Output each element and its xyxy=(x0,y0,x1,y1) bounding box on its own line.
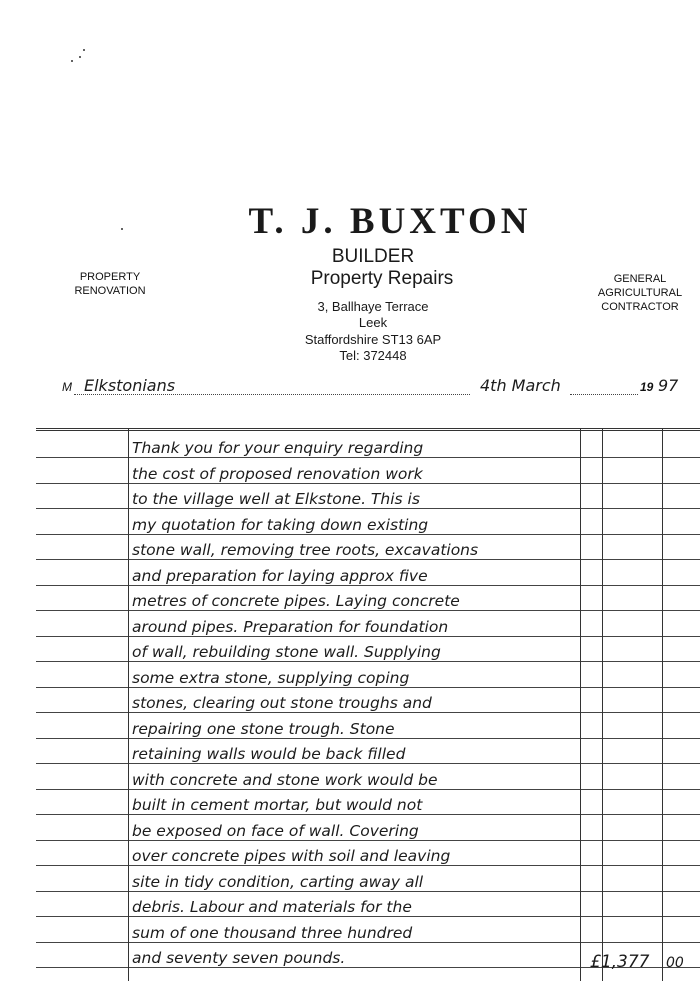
ruled-line xyxy=(36,610,700,611)
recipient-date-row xyxy=(62,376,700,400)
quotation-line: retaining walls would be back filled xyxy=(132,745,406,763)
quotation-line: be exposed on face of wall. Covering xyxy=(132,822,419,840)
quotation-line: metres of concrete pipes. Laying concrete xyxy=(132,592,460,610)
right-service-line: GENERAL xyxy=(613,273,667,285)
right-service-line: CONTRACTOR xyxy=(601,301,679,313)
ruled-line xyxy=(36,916,700,917)
phone-number: Tel: 372448 xyxy=(339,348,407,363)
ruled-line xyxy=(36,814,700,815)
ruled-line xyxy=(36,483,700,484)
ruled-line xyxy=(36,661,700,662)
quotation-line: sum of one thousand three hundred xyxy=(132,924,413,942)
recipient-name: Elkstonians xyxy=(84,376,176,395)
quotation-line: and seventy seven pounds. xyxy=(132,949,346,967)
ruled-line xyxy=(36,942,700,943)
margin-rule xyxy=(128,428,129,981)
left-services xyxy=(50,270,170,298)
quotation-line: site in tidy condition, carting away all xyxy=(132,873,424,891)
left-service-line: PROPERTY xyxy=(79,271,141,283)
ruled-line xyxy=(36,738,700,739)
trade-label: BUILDER xyxy=(331,246,415,267)
address-county: Staffordshire ST13 6AP xyxy=(304,332,442,347)
quotation-line: debris. Labour and materials for the xyxy=(132,898,412,916)
left-service-line: RENOVATION xyxy=(74,285,146,297)
column-rule xyxy=(580,428,581,981)
quotation-line: my quotation for taking down existing xyxy=(132,516,429,534)
ruled-line xyxy=(36,457,700,458)
column-rule xyxy=(602,428,603,981)
total-pence: 00 xyxy=(666,955,684,971)
year-prefix: 19 xyxy=(640,380,654,394)
ruled-line xyxy=(36,865,700,866)
date-dotted-line xyxy=(570,394,638,395)
ruled-line xyxy=(36,712,700,713)
quotation-line: around pipes. Preparation for foundation xyxy=(132,618,449,636)
quotation-line: stones, clearing out stone troughs and xyxy=(132,694,432,712)
address-street: 3, Ballhaye Terrace xyxy=(317,299,429,314)
recipient-dotted-line xyxy=(74,394,470,395)
ruled-quotation-area xyxy=(0,428,700,981)
quotation-line: Thank you for your enquiry regarding xyxy=(132,439,424,457)
quotation-line: stone wall, removing tree roots, excavations xyxy=(132,541,479,559)
total-amount: £1,377 xyxy=(590,952,650,972)
quotation-line: with concrete and stone work would be xyxy=(132,771,438,789)
address-town: Leek xyxy=(358,315,388,330)
ruled-line xyxy=(36,534,700,535)
ruled-line xyxy=(36,428,700,431)
company-name: T. J. BUXTON xyxy=(248,201,532,242)
quotation-line: of wall, rebuilding stone wall. Supplying xyxy=(132,643,441,661)
right-services xyxy=(580,272,700,314)
quotation-line: repairing one stone trough. Stone xyxy=(132,720,395,738)
quotation-line: some extra stone, supplying coping xyxy=(132,669,410,687)
quotation-line: built in cement mortar, but would not xyxy=(132,796,423,814)
quotation-line: and preparation for laying approx five xyxy=(132,567,428,585)
quotation-line: the cost of proposed renovation work xyxy=(132,465,423,483)
ruled-line xyxy=(36,840,700,841)
ruled-line xyxy=(36,687,700,688)
ruled-line xyxy=(36,763,700,764)
service-label: Property Repairs xyxy=(310,268,454,289)
ruled-line xyxy=(36,636,700,637)
quotation-line: over concrete pipes with soil and leaving xyxy=(132,847,451,865)
ruled-line xyxy=(36,508,700,509)
ruled-line xyxy=(36,559,700,560)
ruled-line xyxy=(36,789,700,790)
ruled-line xyxy=(36,891,700,892)
year-suffix: 97 xyxy=(658,376,679,395)
column-rule xyxy=(662,428,663,981)
recipient-prefix: M xyxy=(62,380,72,394)
date-day-month: 4th March xyxy=(480,376,561,395)
ruled-line xyxy=(36,585,700,586)
quotation-line: to the village well at Elkstone. This is xyxy=(132,490,420,508)
right-service-line: AGRICULTURAL xyxy=(597,287,683,299)
